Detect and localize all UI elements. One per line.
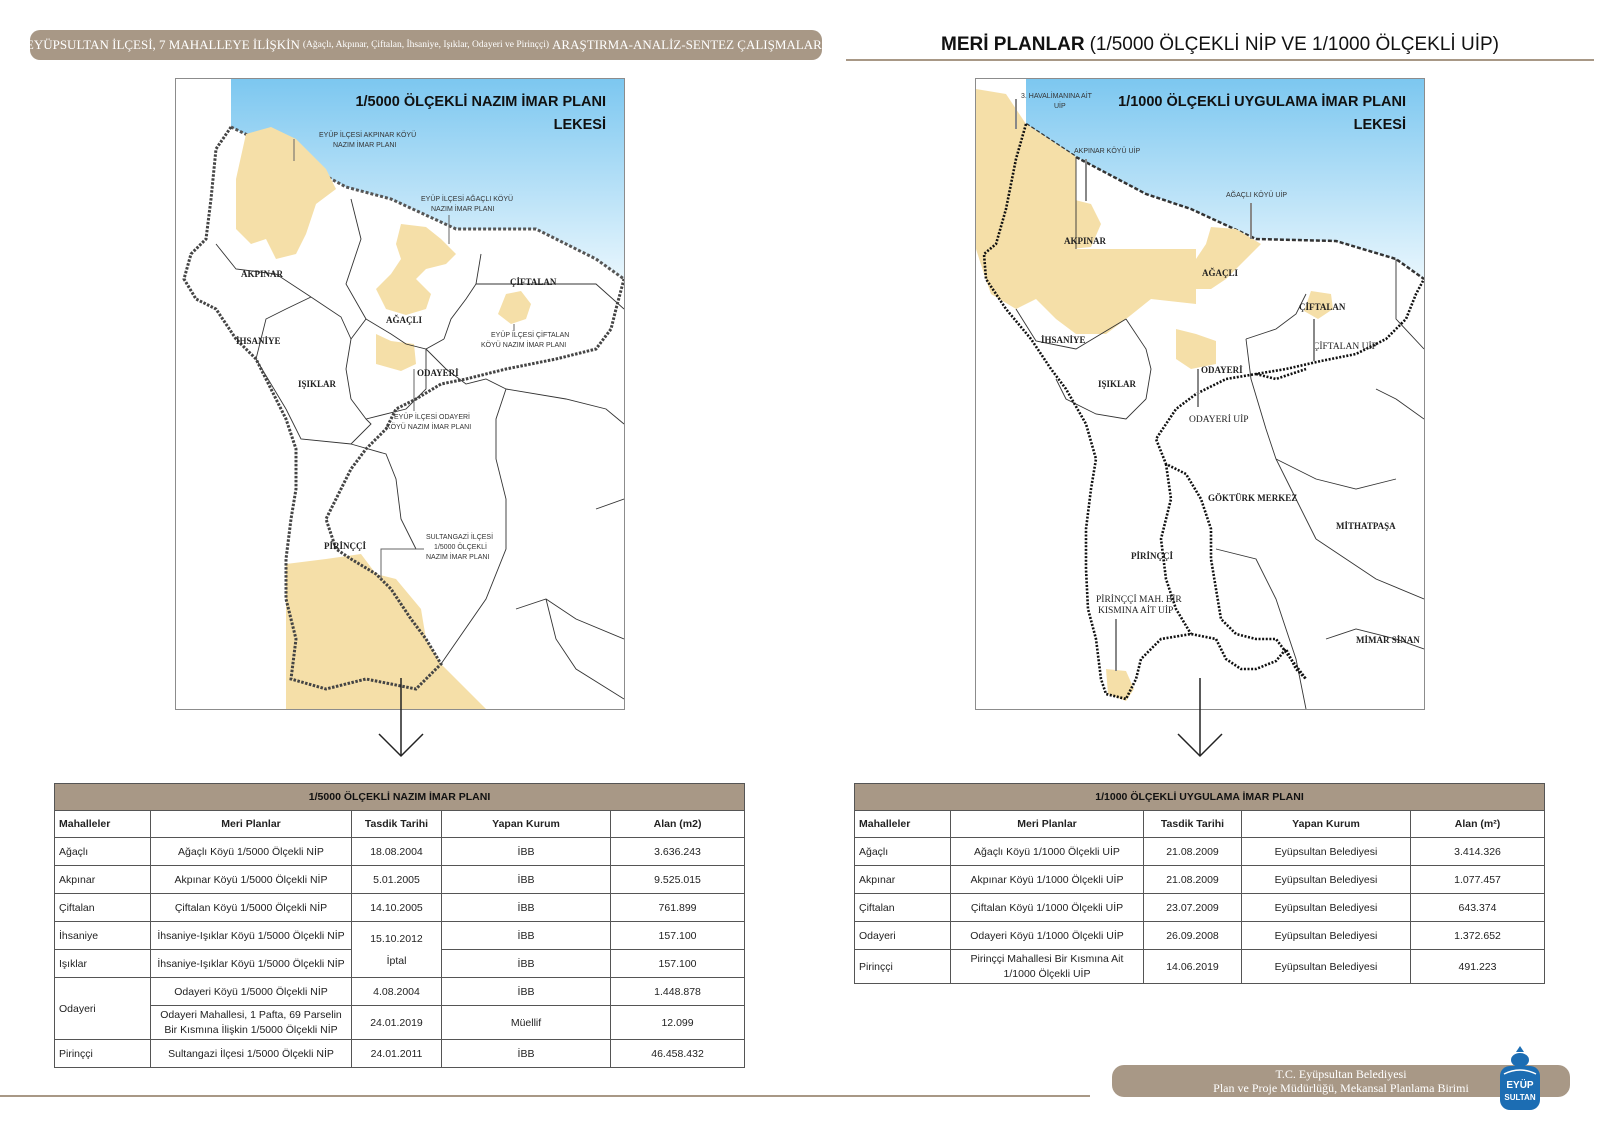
- table-cell: 3.414.326: [1411, 838, 1545, 866]
- map-left-callout-agacli-line1: EYÜP İLÇESİ AĞAÇLI KÖYÜ: [421, 196, 514, 203]
- implementation-plan-map: [975, 78, 1425, 710]
- map-right-callout-ciftalan: ÇİFTALAN UİP: [1313, 342, 1377, 352]
- table-cell: Odayeri Mahallesi, 1 Pafta, 69 Parselin: [160, 1008, 342, 1021]
- table-cell: Odayeri: [855, 922, 951, 950]
- map-right-label-ihsaniye: İHSANİYE: [1041, 335, 1086, 345]
- map-right-title: [1118, 91, 1406, 137]
- logo-text-bottom: SULTAN: [1504, 1093, 1536, 1102]
- table-cell: 21.08.2009: [1144, 866, 1242, 894]
- table-cell: İBB: [442, 866, 611, 894]
- table-cell: Odayeri: [55, 978, 151, 1040]
- header-left-neighborhoods: (Ağaçlı, Akpınar, Çiftalan, İhsaniye, Işıklar, Odayeri ve Pirinççi): [302, 40, 550, 50]
- map-left-label-odayeri: ODAYERİ: [417, 368, 459, 378]
- table-cell: Pirinççi: [855, 950, 951, 984]
- master-plan-map-canvas: [176, 79, 624, 709]
- column-header: Alan (m2): [611, 811, 745, 838]
- table-cell: İBB: [442, 978, 611, 1006]
- map-left-callout-agacli-line2: NAZIM İMAR PLANI: [431, 206, 495, 213]
- table-cell: 4.08.2004: [352, 978, 442, 1006]
- eyupsultan-logo-icon: [1498, 1044, 1542, 1112]
- table-cell: 46.458.432: [611, 1040, 745, 1068]
- map-right-label-agacli: AĞAÇLI: [1202, 268, 1239, 278]
- map-left-label-ciftalan: ÇİFTALAN: [510, 277, 557, 287]
- map-left-title-line2: LEKESİ: [553, 117, 606, 133]
- map-right-label-mimarsinan: MİMAR SİNAN: [1356, 635, 1420, 645]
- map-right-callout-airport-line1: 3. HAVALİMANINA AİT: [1021, 93, 1092, 100]
- table-cell: 9.525.015: [611, 866, 745, 894]
- table-cell: Eyüpsultan Belediyesi: [1242, 866, 1411, 894]
- map-right-title-line1: 1/1000 ÖLÇEKLİ UYGULAMA İMAR PLANI: [1118, 94, 1406, 110]
- table-row: [855, 894, 1545, 922]
- map-left-callout-akpinar-line1: EYÜP İLÇESİ AKPINAR KÖYÜ: [319, 132, 417, 139]
- map-left-callout-sultangazi-line2: 1/5000 ÖLÇEKLİ: [434, 544, 487, 551]
- table-cell: 26.09.2008: [1144, 922, 1242, 950]
- map-right-label-akpinar: AKPINAR: [1064, 236, 1106, 246]
- table-cell: 12.099: [611, 1006, 745, 1040]
- map-left-label-akpinar: AKPINAR: [241, 269, 283, 279]
- footer-line2: Plan ve Proje Müdürlüğü, Mekansal Planlama Birimi: [1213, 1081, 1469, 1095]
- page-title: [846, 30, 1594, 60]
- logo-text-top: EYÜP: [1506, 1080, 1534, 1091]
- table-cell: Odayeri Köyü 1/1000 Ölçekli UİP: [951, 922, 1144, 950]
- table-cell: İBB: [442, 922, 611, 950]
- map-right-label-odayeri: ODAYERİ: [1201, 365, 1243, 375]
- table-cell: Çiftalan Köyü 1/1000 Ölçekli UİP: [951, 894, 1144, 922]
- map-right-callout-pirincci-line2: KISMINA AİT UİP: [1098, 606, 1174, 616]
- map-left-label-pirincci: PİRİNÇÇİ: [324, 541, 367, 551]
- master-plan-table: [54, 783, 745, 1068]
- table-cell: İhsaniye-Işıklar Köyü 1/5000 Ölçekli NİP: [151, 922, 352, 950]
- table-cell: Akpınar Köyü 1/1000 Ölçekli UİP: [951, 866, 1144, 894]
- down-arrow-icon: [1175, 678, 1225, 760]
- map-left-label-ihsaniye: İHSANİYE: [236, 336, 281, 346]
- footer-divider: [0, 1095, 1090, 1097]
- table-row: [855, 838, 1545, 866]
- down-arrow-icon: [376, 678, 426, 760]
- master-plan-map: [175, 78, 625, 710]
- table-cell: Ağaçlı: [55, 838, 151, 866]
- table-cell: 1.372.652: [1411, 922, 1545, 950]
- column-header: Meri Planlar: [151, 811, 352, 838]
- table-header-row: [55, 811, 745, 838]
- map-right-callout-pirincci-line1: PİRİNÇÇİ MAH. BİR: [1096, 595, 1182, 605]
- document-header-band: [25, 30, 827, 60]
- column-header: Mahalleler: [55, 811, 151, 838]
- table-cell: 21.08.2009: [1144, 838, 1242, 866]
- table-cell: Çiftalan: [855, 894, 951, 922]
- column-header: Yapan Kurum: [442, 811, 611, 838]
- header-left-end: ARAŞTIRMA-ANALİZ-SENTEZ ÇALIŞMALARI: [552, 37, 827, 52]
- table-caption: 1/5000 ÖLÇEKLİ NAZIM İMAR PLANI: [55, 784, 745, 811]
- map-left-callout-ciftalan-line2: KÖYÜ NAZIM İMAR PLANI: [481, 342, 567, 349]
- column-header: Yapan Kurum: [1242, 811, 1411, 838]
- table-cell: 157.100: [611, 950, 745, 978]
- table-cell: Odayeri Köyü 1/5000 Ölçekli NİP: [151, 978, 352, 1006]
- agacli-plan-area: [376, 224, 456, 315]
- map-right-callout-agacli: AĞAÇLI KÖYÜ UİP: [1226, 192, 1288, 199]
- column-header: Tasdik Tarihi: [1144, 811, 1242, 838]
- table-row: [55, 838, 745, 866]
- table-cell: 1.077.457: [1411, 866, 1545, 894]
- odayeri-plan-area: [376, 334, 416, 371]
- map-right-callout-airport-line2: UİP: [1054, 103, 1066, 110]
- page-title-subtitle: (1/5000 ÖLÇEKLİ NİP VE 1/1000 ÖLÇEKLİ UİP): [1089, 34, 1499, 55]
- column-header: Meri Planlar: [951, 811, 1144, 838]
- table-cell: 1.448.878: [611, 978, 745, 1006]
- table-cell: İhsaniye: [55, 922, 151, 950]
- ciftalan-plan-area: [498, 291, 531, 324]
- map-left-callout-sultangazi-line3: NAZIM İMAR PLANI: [426, 554, 490, 561]
- table-row: [55, 1006, 745, 1040]
- table-cell: Akpınar: [55, 866, 151, 894]
- table-row: [55, 978, 745, 1006]
- table-cell: 24.01.2011: [352, 1040, 442, 1068]
- table-cell: İBB: [442, 1040, 611, 1068]
- table-cell: İhsaniye-Işıklar Köyü 1/5000 Ölçekli NİP: [151, 950, 352, 978]
- table-cell: 18.08.2004: [352, 838, 442, 866]
- table-header-row: [855, 811, 1545, 838]
- table-cell: Eyüpsultan Belediyesi: [1242, 950, 1411, 984]
- table-cell: İBB: [442, 894, 611, 922]
- table-cell: Işıklar: [55, 950, 151, 978]
- table-cell: Eyüpsultan Belediyesi: [1242, 894, 1411, 922]
- table-cell: Müellif: [442, 1006, 611, 1040]
- table-row: [55, 1040, 745, 1068]
- map-left-callout-sultangazi-line1: SULTANGAZİ İLÇESİ: [426, 534, 494, 541]
- column-header: Mahalleler: [855, 811, 951, 838]
- table-cell: 15.10.2012: [370, 932, 423, 945]
- table-cell: 1/1000 Ölçekli UİP: [1003, 967, 1091, 980]
- table-cell: Pirinççi: [55, 1040, 151, 1068]
- map-right-title-line2: LEKESİ: [1353, 117, 1406, 133]
- table-cell: Eyüpsultan Belediyesi: [1242, 922, 1411, 950]
- table-cell: 23.07.2009: [1144, 894, 1242, 922]
- table-cell: Ağaçlı Köyü 1/5000 Ölçekli NİP: [151, 838, 352, 866]
- table-row: [855, 922, 1545, 950]
- table-cell: 761.899: [611, 894, 745, 922]
- title-underline: [846, 59, 1594, 61]
- table-cell: Çiftalan Köyü 1/5000 Ölçekli NİP: [151, 894, 352, 922]
- column-header: Tasdik Tarihi: [352, 811, 442, 838]
- implementation-plan-table: [854, 783, 1545, 984]
- table-cell: Pirinççi Mahallesi Bir Kısmına Ait: [970, 952, 1124, 965]
- table-cell: Eyüpsultan Belediyesi: [1242, 838, 1411, 866]
- map-left-title: [355, 91, 606, 137]
- table-cell: Çiftalan: [55, 894, 151, 922]
- table-cell: 157.100: [611, 922, 745, 950]
- odayeri-uip-area: [1176, 329, 1216, 369]
- column-header: Alan (m²): [1411, 811, 1545, 838]
- map-left-callout-ciftalan-line1: EYÜP İLÇESİ ÇİFTALAN: [491, 332, 570, 339]
- map-right-label-gokturk: GÖKTÜRK MERKEZ: [1208, 493, 1298, 503]
- map-left-callout-akpinar-line2: NAZIM İMAR PLANI: [333, 142, 397, 149]
- table-cell: 24.01.2019: [352, 1006, 442, 1040]
- table-cell: Akpınar Köyü 1/5000 Ölçekli NİP: [151, 866, 352, 894]
- table-cell-two-line: [951, 950, 1144, 984]
- map-left-label-agacli: AĞAÇLI: [386, 315, 423, 325]
- table-caption: 1/1000 ÖLÇEKLİ UYGULAMA İMAR PLANI: [855, 784, 1545, 811]
- table-cell-merged-date: [352, 922, 442, 978]
- table-cell: İptal: [386, 954, 407, 967]
- table-cell: Ağaçlı Köyü 1/1000 Ölçekli UİP: [951, 838, 1144, 866]
- table-cell: Bir Kısmına İlişkin 1/5000 Ölçekli NİP: [164, 1023, 338, 1036]
- map-right-label-isiklar: IŞIKLAR: [1098, 379, 1137, 389]
- map-right-callout-akpinar: AKPINAR KÖYÜ UİP: [1074, 148, 1141, 155]
- table-cell: 5.01.2005: [352, 866, 442, 894]
- table-cell: 14.10.2005: [352, 894, 442, 922]
- map-left-title-line1: 1/5000 ÖLÇEKLİ NAZIM İMAR PLANI: [355, 94, 606, 110]
- table-cell-two-line: [151, 1006, 352, 1040]
- map-right-label-pirincci: PİRİNÇÇİ: [1131, 551, 1174, 561]
- table-row: [55, 866, 745, 894]
- header-left-main: EYÜPSULTAN İLÇESİ, 7 MAHALLEYE İLİŞKİN: [25, 37, 300, 52]
- map-right-label-ciftalan: ÇİFTALAN: [1299, 302, 1346, 312]
- implementation-plan-map-canvas: [976, 79, 1424, 709]
- table-cell: İBB: [442, 950, 611, 978]
- page-title-bold: MERİ PLANLAR: [941, 34, 1085, 55]
- footer-line1: T.C. Eyüpsultan Belediyesi: [1275, 1067, 1407, 1081]
- map-left-callout-odayeri-line1: EYÜP İLÇESİ ODAYERİ: [394, 414, 470, 421]
- table-row: [55, 894, 745, 922]
- table-row: [855, 866, 1545, 894]
- table-cell: Akpınar: [855, 866, 951, 894]
- table-cell: Sultangazi İlçesi 1/5000 Ölçekli NİP: [151, 1040, 352, 1068]
- table-row: [855, 950, 1545, 984]
- table-cell: 14.06.2019: [1144, 950, 1242, 984]
- table-cell: Ağaçlı: [855, 838, 951, 866]
- map-left-label-isiklar: IŞIKLAR: [298, 379, 337, 389]
- table-cell: 3.636.243: [611, 838, 745, 866]
- map-left-callout-odayeri-line2: KÖYÜ NAZIM İMAR PLANI: [386, 424, 472, 431]
- table-row: [55, 922, 745, 950]
- table-cell: 643.374: [1411, 894, 1545, 922]
- map-right-label-mithatpasa: MİTHATPAŞA: [1336, 521, 1396, 531]
- table-cell: İBB: [442, 838, 611, 866]
- map-right-callout-odayeri: ODAYERİ UİP: [1189, 415, 1249, 425]
- table-cell: 491.223: [1411, 950, 1545, 984]
